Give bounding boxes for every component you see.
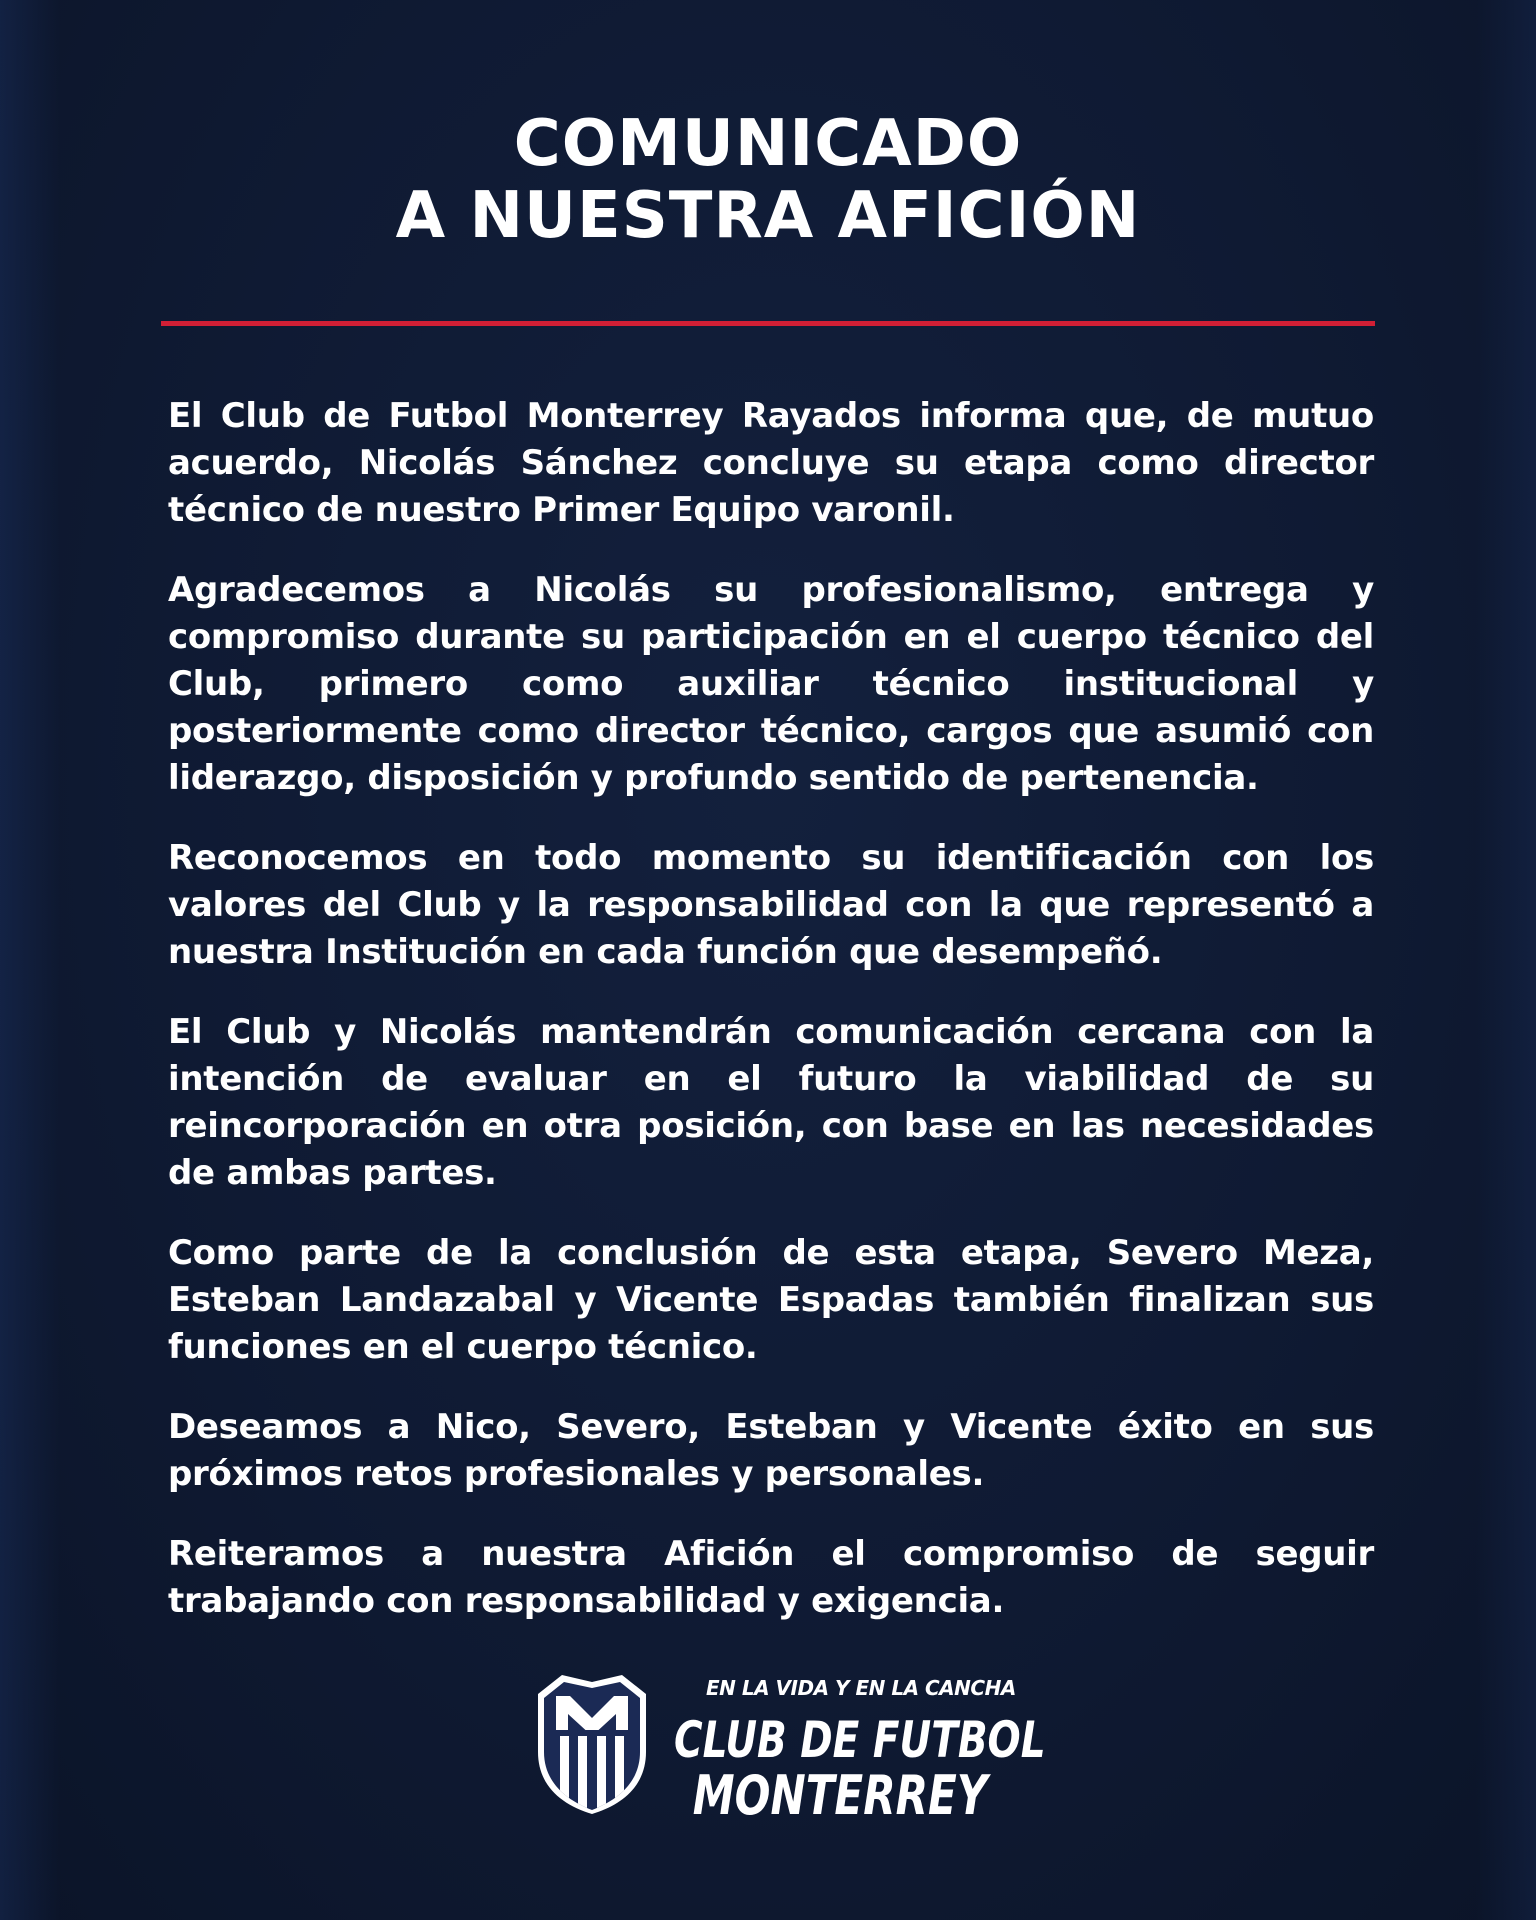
background-edge-left	[0, 0, 60, 1920]
paragraph-6: Deseamos a Nico, Severo, Esteban y Vicente éxito en sus próximos retos profesionales y personales.	[168, 1407, 1374, 1494]
club-logo-lockup	[530, 1670, 1046, 1830]
red-divider	[161, 321, 1375, 326]
paragraph-3: Reconocemos en todo momento su identificación con los valores del Club y la responsabilidad con la que representó a nuestra Institución en cada función que desempeñó.	[168, 838, 1374, 972]
page-title	[0, 108, 1536, 252]
paragraph-5: Como parte de la conclusión de esta etapa, Severo Meza, Esteban Landazabal y Vicente Espadas también finalizan sus funciones en el cuerpo técnico.	[168, 1233, 1374, 1367]
paragraph-1: El Club de Futbol Monterrey Rayados informa que, de mutuo acuerdo, Nicolás Sánchez concluye su etapa como director técnico de nuestro Primer Equipo varonil.	[168, 396, 1374, 530]
club-name-line-2: MONTERREY	[692, 1764, 988, 1827]
title-line-1: COMUNICADO	[513, 107, 1023, 181]
paragraph-4: El Club y Nicolás mantendrán comunicación cercana con la intención de evaluar en el futuro la viabilidad de su reincorporación en otra posición, con base en las necesidades de ambas partes.	[168, 1012, 1374, 1193]
paragraph-2: Agradecemos a Nicolás su profesionalismo, entrega y compromiso durante su participación en el cuerpo técnico del Club, primero como auxiliar técnico institucional y posteriormente como director técnico, cargos que asumió con liderazgo, disposición y profundo sentido de pertenencia.	[168, 570, 1374, 798]
monterrey-crest-icon	[534, 1674, 650, 1814]
club-slogan: EN LA VIDA Y EN LA CANCHA	[706, 1676, 1016, 1700]
background-edge-right	[1476, 0, 1536, 1920]
club-name-line-1: CLUB DE FUTBOL	[674, 1711, 1046, 1769]
paragraph-7: Reiteramos a nuestra Afición el compromiso de seguir trabajando con responsabilidad y exigencia.	[168, 1534, 1374, 1621]
statement-body	[168, 393, 1374, 1658]
title-line-2: A NUESTRA AFICIÓN	[395, 179, 1141, 253]
club-wordmark	[674, 1711, 1046, 1827]
